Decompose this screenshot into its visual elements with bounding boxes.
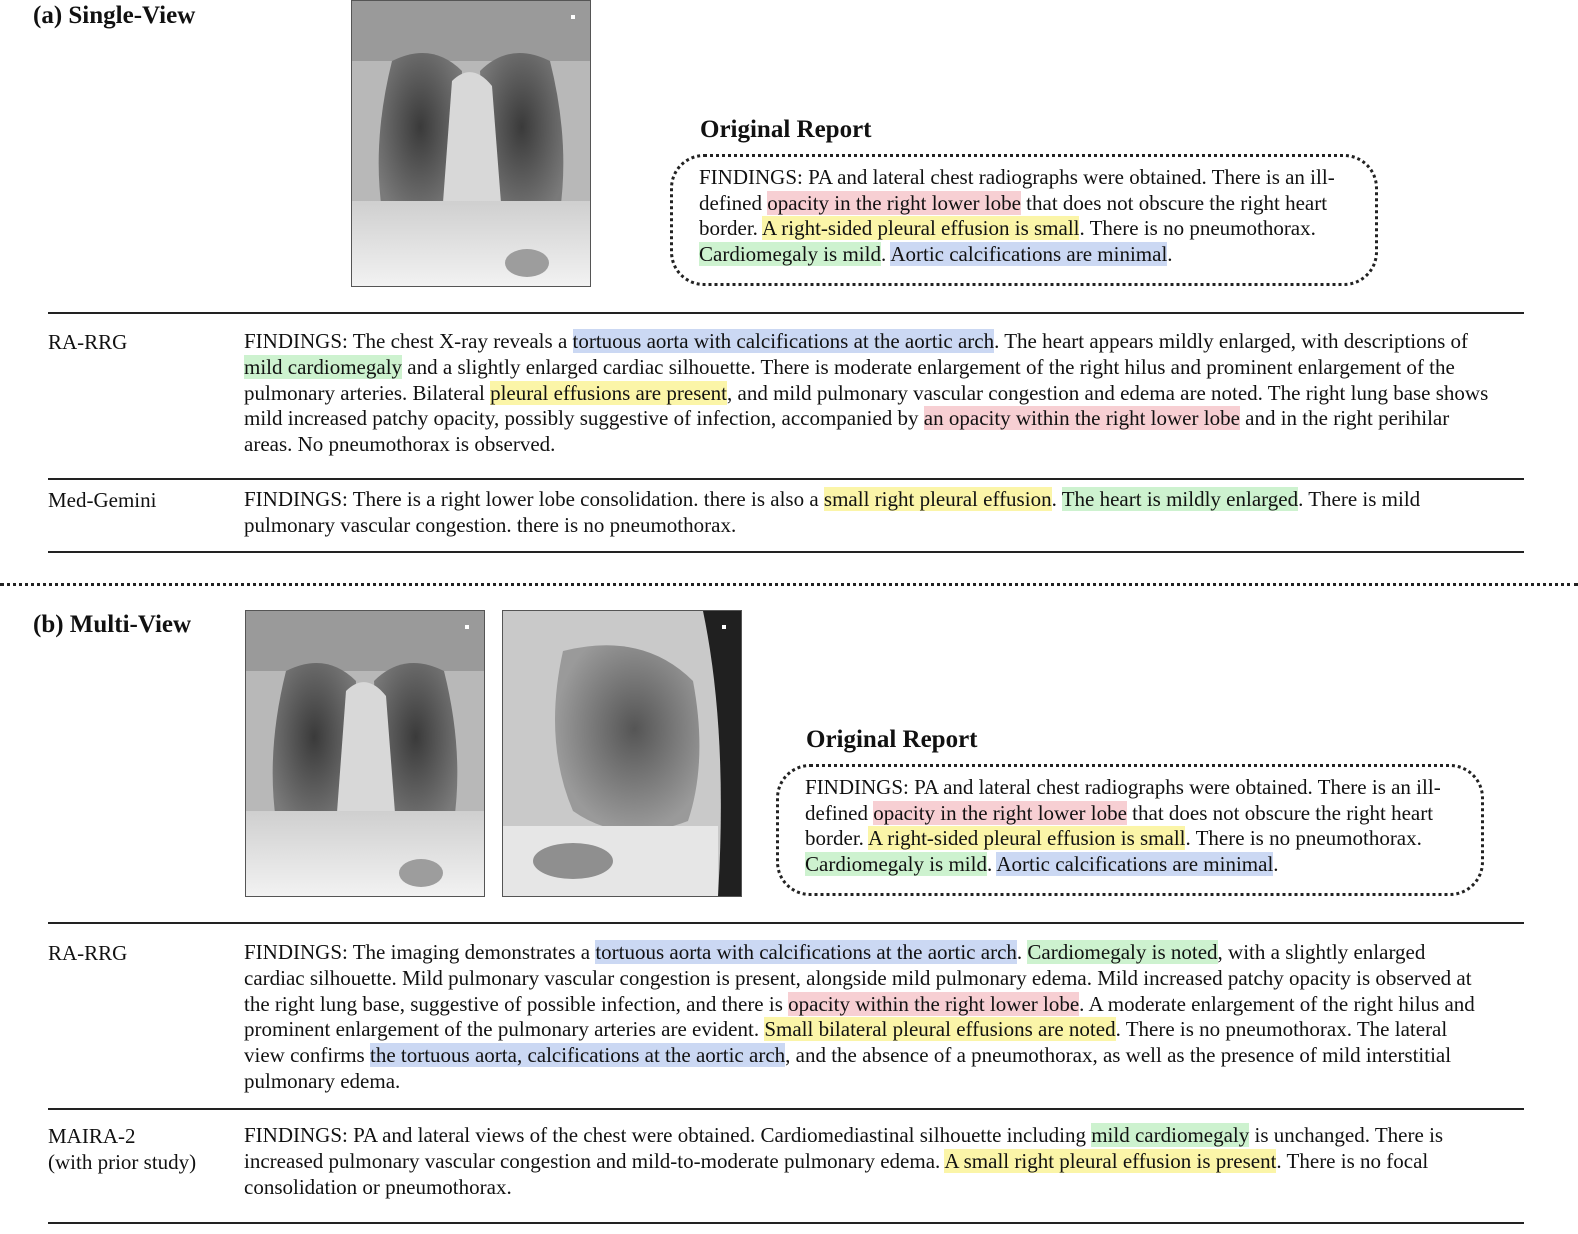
model-label-ra-rrg-multi: RA-RRG (48, 941, 128, 965)
text-segment: . There is no focal consolidation or pneumothorax. (244, 1148, 1429, 1199)
highlight-red: opacity within the right lower lobe (788, 991, 1080, 1016)
text-segment: FINDINGS: The chest X-ray reveals a (244, 329, 573, 353)
highlight-yellow: Small bilateral pleural effusions are noted (764, 1017, 1116, 1042)
highlight-blue: tortuous aorta with calcifications at the aortic arch (572, 329, 995, 353)
text-segment: , and mild pulmonary vascular congestion and edema are noted. The right lung base shows mild increased patchy opacity, possibly suggestive of infection, accompanied by (244, 380, 1489, 431)
highlight-green: Cardiomegaly is noted (1027, 940, 1218, 964)
highlight-green: Cardiomegaly is mild (699, 241, 881, 266)
text-segment: FINDINGS: PA and lateral views of the chest were obtained. Cardiomediastinal silhouette including (244, 1123, 1092, 1147)
text-segment: . (1051, 487, 1062, 511)
highlight-green: The heart is mildly enlarged (1061, 487, 1299, 511)
original-report-single (670, 154, 1378, 286)
original-report-title-multi: Original Report (806, 726, 978, 753)
highlight-yellow: small right pleural effusion (823, 487, 1052, 511)
lateral-xray-graphic (503, 611, 741, 896)
model-label-ra-rrg-single: RA-RRG (48, 330, 128, 354)
text-segment: that does not obscure the right heart border. (805, 800, 1434, 851)
highlight-blue: Aortic calcifications are minimal (890, 241, 1168, 266)
highlight-red: opacity in the right lower lobe (873, 800, 1127, 825)
lateral-xray-image (502, 610, 742, 897)
text-segment: and a slightly enlarged cardiac silhouette. There is moderate enlargement of the right hilus and prominent enlargement of the pulmonary arteries. Bilateral (244, 354, 1455, 405)
text-segment: FINDINGS: PA and lateral chest radiographs were obtained. There is an ill-defined (699, 165, 1335, 215)
text-segment: . (880, 241, 891, 266)
text-segment: that does not obscure the right heart border. (699, 190, 1328, 241)
multi-view-title: (b) Multi-View (33, 611, 192, 638)
model-report-maira-2 (244, 1123, 1479, 1200)
highlight-green: Cardiomegaly is mild (805, 851, 987, 876)
text-segment: . There is no pneumothorax. (1079, 216, 1316, 241)
model-report-text (244, 329, 1488, 456)
model-report-text (244, 1123, 1443, 1199)
text-segment: . (1167, 241, 1173, 266)
divider (48, 551, 1524, 553)
text-segment: . (1016, 940, 1028, 964)
text-segment: . There is no pneumothorax. (1185, 826, 1422, 851)
highlight-yellow: pleural effusions are present (490, 380, 728, 405)
pa-xray-image-single (351, 0, 591, 287)
text-segment: , with a slightly enlarged cardiac silhouette. Mild pulmonary vascular congestion is present, alongside mild pulmonary edema. Mild increased patchy opacity is observed at the right lung base, suggestive of possible infection, and there is (244, 940, 1472, 1016)
original-report-title-single: Original Report (700, 116, 872, 143)
model-report-ra-rrg-multi (244, 940, 1479, 1095)
text-segment: is unchanged. There is increased pulmonary vascular congestion and mild-to-moderate pulmonary edema. (244, 1123, 1444, 1173)
text-segment: . A moderate enlargement of the right hilus and prominent enlargement of the pulmonary arteries are evident. (244, 991, 1475, 1042)
text-segment: FINDINGS: There is a right lower lobe consolidation. there is also a (244, 487, 824, 511)
pa-xray-graphic (352, 1, 590, 286)
model-label-med-gemini: Med-Gemini (48, 488, 157, 512)
divider (48, 1222, 1524, 1224)
text-segment: . The heart appears mildly enlarged, with descriptions of (994, 329, 1469, 353)
section-separator (0, 583, 1578, 586)
highlight-red: an opacity within the right lower lobe (923, 406, 1240, 431)
highlight-blue: the tortuous aorta, calcifications at the aortic arch (369, 1043, 786, 1068)
single-view-title: (a) Single-View (33, 2, 196, 29)
model-report-med-gemini (244, 487, 1489, 539)
text-segment: and in the right perihilar areas. No pneumothorax is observed. (244, 406, 1450, 457)
model-label-maira-2: MAIRA-2 (with prior study) (48, 1124, 197, 1174)
divider (48, 478, 1524, 480)
text-segment: . There is mild pulmonary vascular congestion. there is no pneumothorax. (244, 487, 1421, 537)
original-report-text-single (699, 165, 1335, 266)
highlight-blue: Aortic calcifications are minimal (996, 851, 1274, 876)
original-report-text-multi (805, 775, 1441, 876)
highlight-yellow: A small right pleural effusion is present (944, 1148, 1277, 1173)
text-segment: . (1273, 851, 1279, 876)
text-segment: FINDINGS: PA and lateral chest radiographs were obtained. There is an ill-defined (805, 775, 1441, 825)
pa-xray-graphic (246, 611, 484, 896)
highlight-yellow: A right-sided pleural effusion is small (762, 216, 1080, 241)
divider (48, 1108, 1524, 1110)
divider (48, 312, 1524, 314)
highlight-yellow: A right-sided pleural effusion is small (868, 826, 1186, 851)
highlight-blue: tortuous aorta with calcifications at the aortic arch (595, 940, 1017, 964)
highlight-green: mild cardiomegaly (244, 354, 403, 379)
pa-xray-image-multi (245, 610, 485, 897)
text-segment: . There is no pneumothorax. The lateral view confirms (244, 1017, 1448, 1068)
model-report-text (244, 487, 1420, 537)
original-report-multi (776, 764, 1484, 896)
highlight-red: opacity in the right lower lobe (767, 190, 1021, 215)
divider (48, 922, 1524, 924)
highlight-green: mild cardiomegaly (1091, 1123, 1250, 1147)
model-report-text (244, 940, 1475, 1093)
text-segment: . (986, 851, 997, 876)
model-report-ra-rrg-single (244, 329, 1489, 458)
text-segment: FINDINGS: The imaging demonstrates a (244, 940, 596, 964)
text-segment: , and the absence of a pneumothorax, as well as the presence of mild interstitial pulmonary edema. (244, 1043, 1452, 1093)
